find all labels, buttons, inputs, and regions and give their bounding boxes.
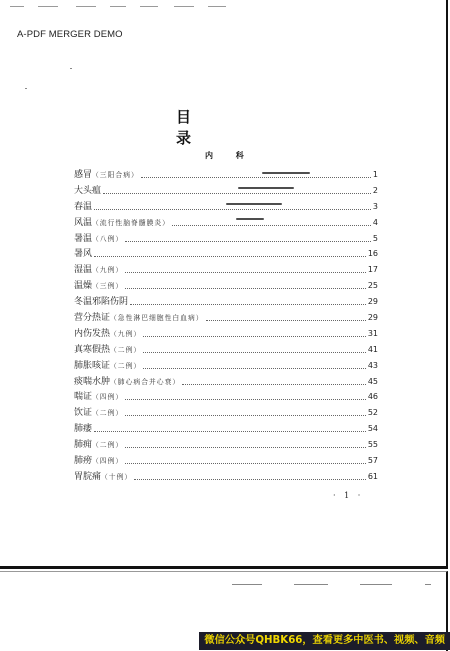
dot-leader (172, 224, 371, 226)
scan-speck (25, 88, 27, 89)
toc-entry (74, 374, 378, 390)
dot-leader (94, 430, 366, 432)
toc-entry-label: 痰喘水肿 (74, 376, 111, 387)
toc-entry (74, 262, 378, 278)
toc-entry (74, 342, 378, 358)
toc-entry-title (74, 295, 128, 310)
toc-entry (74, 389, 378, 405)
dot-leader (206, 319, 366, 321)
section-heading: 内 科 (205, 150, 254, 160)
page-top-dash-line (10, 6, 240, 8)
toc-entry-page: 46 (367, 392, 378, 402)
toc-entry-title (74, 279, 123, 294)
toc-entry-label: 胃脘痛 (74, 471, 102, 482)
toc-entry-note: （流行性脑脊髓膜炎） (92, 218, 170, 227)
toc-entry (74, 405, 378, 421)
toc-entry-label: 真寒假热 (74, 344, 111, 355)
toc-entry-title (74, 422, 92, 437)
scan-blot (226, 203, 282, 205)
toc-entry-note: （二例） (110, 345, 142, 354)
toc-entry (74, 310, 378, 326)
toc-entry-page: 41 (367, 344, 378, 354)
dot-leader (130, 303, 366, 305)
dot-leader (143, 367, 366, 369)
toc-entry-page: 16 (367, 249, 378, 259)
toc-entry (74, 421, 378, 437)
dot-leader (125, 240, 371, 242)
toc-entry-label: 风温 (74, 217, 93, 228)
dot-leader (143, 335, 366, 337)
toc-entry-title (74, 470, 132, 485)
toc-entry-page: 25 (367, 281, 378, 291)
toc-entry (74, 278, 378, 294)
scan-blot (236, 218, 264, 220)
toc-entry-note: （肺心病合并心衰） (110, 377, 181, 386)
toc-entry-title (74, 343, 141, 358)
toc-entry (74, 167, 378, 183)
dot-leader (141, 176, 371, 178)
toc-entry-note: （二例） (92, 441, 124, 450)
toc-entry-page: 3 (372, 201, 378, 211)
dot-leader (94, 208, 371, 210)
toc-entry-label: 暑风 (74, 249, 93, 260)
toc-entry-title (74, 327, 141, 342)
toc-entry-page: 52 (367, 408, 378, 418)
toc-entry-label: 饮证 (74, 408, 93, 419)
toc-entry-label: 大头瘟 (74, 185, 102, 196)
page-number: · 1 · (333, 491, 364, 500)
toc-entry-note: （二例） (110, 361, 142, 370)
toc-entry-label: 喘证 (74, 392, 93, 403)
toc-entry-label: 营分热证 (74, 313, 111, 324)
toc-entry-page: 54 (367, 424, 378, 434)
toc-entry (74, 246, 378, 262)
toc-entry (74, 437, 378, 453)
toc-entry-title (74, 184, 101, 199)
toc-entry-page: 31 (367, 328, 378, 338)
toc-entry-title (74, 375, 180, 390)
toc-entry-page: 29 (367, 313, 378, 323)
dot-leader (125, 271, 366, 273)
toc-entry (74, 183, 378, 199)
toc-entry-title (74, 200, 92, 215)
dot-leader (134, 478, 366, 480)
toc-entry-label: 内伤发热 (74, 328, 111, 339)
toc-entry-note: （八例） (92, 234, 124, 243)
toc-entry-page: 57 (367, 456, 378, 466)
toc-entry-note: （三例） (92, 282, 124, 291)
toc-entry-note: （二例） (92, 409, 124, 418)
dot-leader (125, 398, 366, 400)
toc-entry-page: 61 (367, 471, 378, 481)
toc-entry-label: 肺胀咳证 (74, 360, 111, 371)
dot-leader (103, 192, 371, 194)
toc-entry-note: （三阳合病） (92, 171, 139, 179)
toc-entry (74, 469, 378, 485)
toc-entry-label: 肺痨 (74, 456, 93, 467)
toc-entry-label: 冬温邪陷伤阴 (74, 297, 129, 308)
merger-demo-watermark: A-PDF MERGER DEMO (17, 29, 123, 40)
toc-entry-label: 春温 (74, 201, 93, 212)
toc-entry-title (74, 311, 204, 326)
toc-entry-note: （十例） (101, 472, 133, 481)
toc-entry-title (74, 359, 141, 374)
toc-entry-page: 5 (372, 233, 378, 243)
toc-entry-page: 4 (372, 217, 378, 227)
scan-speck (70, 68, 72, 69)
dot-leader (94, 255, 366, 257)
toc-entry-title (74, 263, 123, 278)
wechat-promo-banner: 微信公众号QHBK66，查看更多中医书、视频、音频 (199, 632, 450, 650)
dot-leader (125, 414, 366, 416)
toc-entry-title (74, 232, 123, 247)
dot-leader (125, 287, 366, 289)
toc-entry-title (74, 390, 123, 405)
scan-blot (238, 187, 294, 189)
toc-entry-page: 43 (367, 360, 378, 370)
toc-entry-title (74, 406, 123, 421)
toc-entry-title (74, 438, 123, 453)
dot-leader (125, 446, 366, 448)
toc-entry-label: 感冒 (74, 170, 93, 180)
toc-entry-page: 2 (372, 185, 378, 195)
toc-entry (74, 215, 378, 231)
toc-entry-note: （四例） (92, 393, 124, 402)
toc-entry-title (74, 168, 139, 183)
toc-entry-label: 肺痿 (74, 424, 93, 435)
toc-entry-title (74, 247, 92, 262)
toc-entry-label: 暑温 (74, 233, 93, 244)
toc-entry-page: 17 (367, 265, 378, 275)
toc-entry (74, 199, 378, 215)
toc-entry-note: （急性淋巴细胞性白血病） (110, 314, 204, 323)
toc-entry-page: 45 (367, 376, 378, 386)
toc-entry (74, 326, 378, 342)
toc-title: 目 录 (176, 108, 212, 147)
toc-entry-title (74, 216, 170, 231)
dot-leader (143, 351, 366, 353)
toc-entry (74, 231, 378, 247)
dot-leader (125, 462, 366, 464)
toc-entry-note: （四例） (92, 457, 124, 466)
toc-entry-page: 1 (372, 170, 378, 179)
toc-entry-note: （九例） (110, 329, 142, 338)
dot-leader (182, 383, 366, 385)
toc-entry-page: 29 (367, 297, 378, 307)
toc-entry (74, 358, 378, 374)
table-of-contents (74, 167, 378, 485)
toc-entry-label: 湿温 (74, 265, 93, 276)
toc-entry-label: 肺痈 (74, 440, 93, 451)
toc-entry (74, 453, 378, 469)
toc-entry-note: （九例） (92, 266, 124, 275)
toc-entry (74, 294, 378, 310)
toc-entry-label: 温燥 (74, 281, 93, 292)
toc-entry-title (74, 454, 123, 469)
toc-entry-page: 55 (367, 440, 378, 450)
scan-blot (262, 172, 310, 174)
